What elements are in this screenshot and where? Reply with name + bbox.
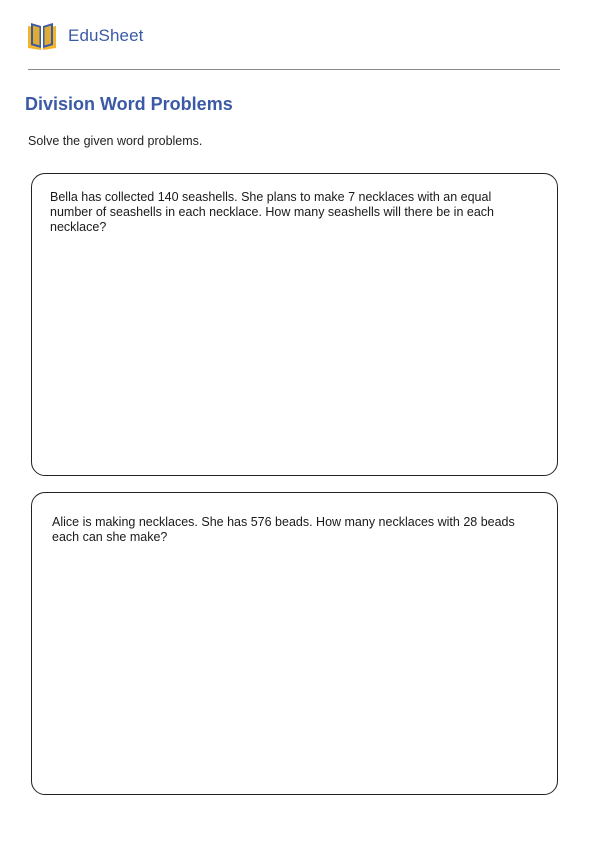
problem-box (31, 492, 558, 795)
open-book-icon (26, 21, 58, 51)
problem-text: Bella has collected 140 seashells. She plans to make 7 necklaces with an equal number of seashells in each necklace. How many seashells will there be in each necklace? (50, 190, 494, 234)
worksheet-instructions: Solve the given word problems. (28, 134, 203, 148)
worksheet-title: Division Word Problems (25, 94, 233, 114)
problem-text: Alice is making necklaces. She has 576 beads. How many necklaces with 28 beads each can she make? (52, 515, 515, 544)
header (26, 20, 143, 52)
header-divider (28, 69, 560, 70)
brand-name: EduSheet (68, 26, 144, 45)
problem-box (31, 173, 558, 476)
